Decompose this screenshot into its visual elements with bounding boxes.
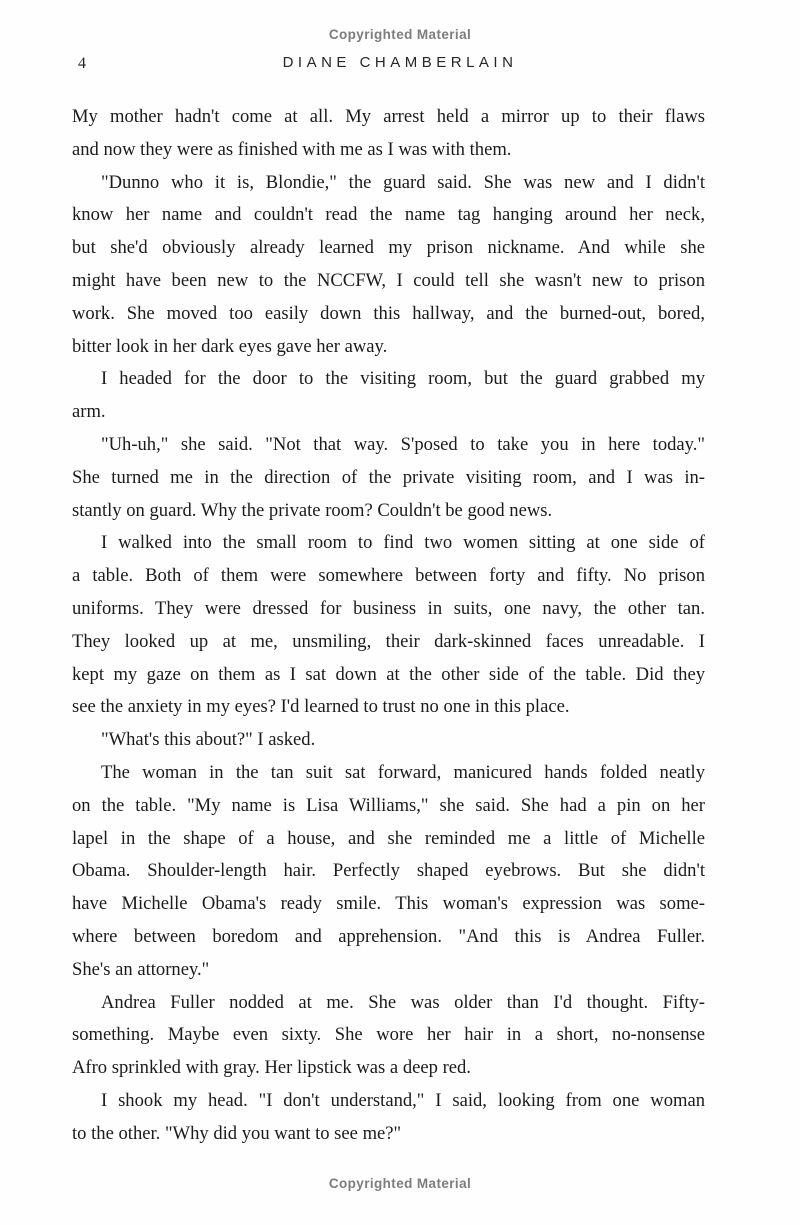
text-line: My mother hadn't come at all. My arrest held a mirror up to their flaws <box>72 106 705 127</box>
paragraph <box>72 1085 705 1151</box>
paragraph <box>72 987 705 1085</box>
text-line: Andrea Fuller nodded at me. She was older than I'd thought. Fifty- <box>101 991 705 1013</box>
text-line: lapel in the shape of a house, and she reminded me a little of Michelle <box>72 827 705 849</box>
text-line: stantly on guard. Why the private room? Couldn't be good news. <box>72 499 553 521</box>
text-line: have Michelle Obama's ready smile. This woman's expression was some- <box>72 893 705 915</box>
paragraph <box>72 429 705 527</box>
text-line: "Dunno who it is, Blondie," the guard said. She was new and I didn't <box>101 171 705 193</box>
page-body-text <box>72 101 705 1151</box>
text-line: know her name and couldn't read the name tag hanging around her neck, <box>72 204 705 226</box>
text-line: something. Maybe even sixty. She wore her hair in a short, no-nonsense <box>72 1024 705 1046</box>
copyright-notice-bottom: Copyrighted Material <box>328 1176 472 1191</box>
text-line: The woman in the tan suit sat forward, manicured hands folded neatly <box>101 761 705 783</box>
text-line: kept my gaze on them as I sat down at the other side of the table. Did they <box>72 663 705 685</box>
text-line: bitter look in her dark eyes gave her away. <box>72 335 388 357</box>
paragraph <box>72 101 705 167</box>
text-line: where between boredom and apprehension. "And this is Andrea Fuller. <box>72 925 705 947</box>
text-line: on the table. "My name is Lisa Williams," she said. She had a pin on her <box>72 794 705 816</box>
text-line: "Uh-uh," she said. "Not that way. S'posed to take you in here today." <box>101 433 705 455</box>
text-line: a table. Both of them were somewhere between forty and fifty. No prison <box>72 565 705 587</box>
paragraph <box>72 527 705 724</box>
text-line: see the anxiety in my eyes? I'd learned to trust no one in this place. <box>72 696 570 718</box>
paragraph <box>72 363 705 429</box>
text-line: and now they were as finished with me as I was with them. <box>72 138 512 160</box>
running-header: DIANE CHAMBERLAIN <box>282 54 518 71</box>
text-line: She's an attorney." <box>72 958 210 980</box>
text-line: Obama. Shoulder-length hair. Perfectly shaped eyebrows. But she didn't <box>72 860 705 882</box>
text-line: I walked into the small room to find two women sitting at one side of <box>101 532 705 554</box>
paragraph <box>72 724 705 757</box>
text-line: uniforms. They were dressed for business in suits, one navy, the other tan. <box>72 597 705 619</box>
page-header <box>0 54 800 76</box>
text-line: "What's this about?" I asked. <box>101 729 316 751</box>
text-line: might have been new to the NCCFW, I could tell she wasn't new to prison <box>72 269 705 291</box>
paragraph <box>72 167 705 364</box>
copyright-notice-top: Copyrighted Material <box>328 27 472 42</box>
text-line: I headed for the door to the visiting room, but the guard grabbed my <box>101 368 705 390</box>
text-line: I shook my head. "I don't understand," I said, looking from one woman <box>101 1089 705 1111</box>
text-line: but she'd obviously already learned my prison nickname. And while she <box>72 237 705 259</box>
text-line: Afro sprinkled with gray. Her lipstick was a deep red. <box>72 1057 471 1079</box>
text-line: They looked up at me, unsmiling, their dark-skinned faces unreadable. I <box>72 630 705 652</box>
text-line: to the other. "Why did you want to see me?" <box>72 1122 402 1144</box>
text-line: arm. <box>72 401 106 423</box>
text-line: She turned me in the direction of the private visiting room, and I was in- <box>72 466 705 488</box>
page-number: 4 <box>78 55 86 72</box>
text-line: work. She moved too easily down this hallway, and the burned-out, bored, <box>72 302 705 324</box>
paragraph <box>72 757 705 987</box>
